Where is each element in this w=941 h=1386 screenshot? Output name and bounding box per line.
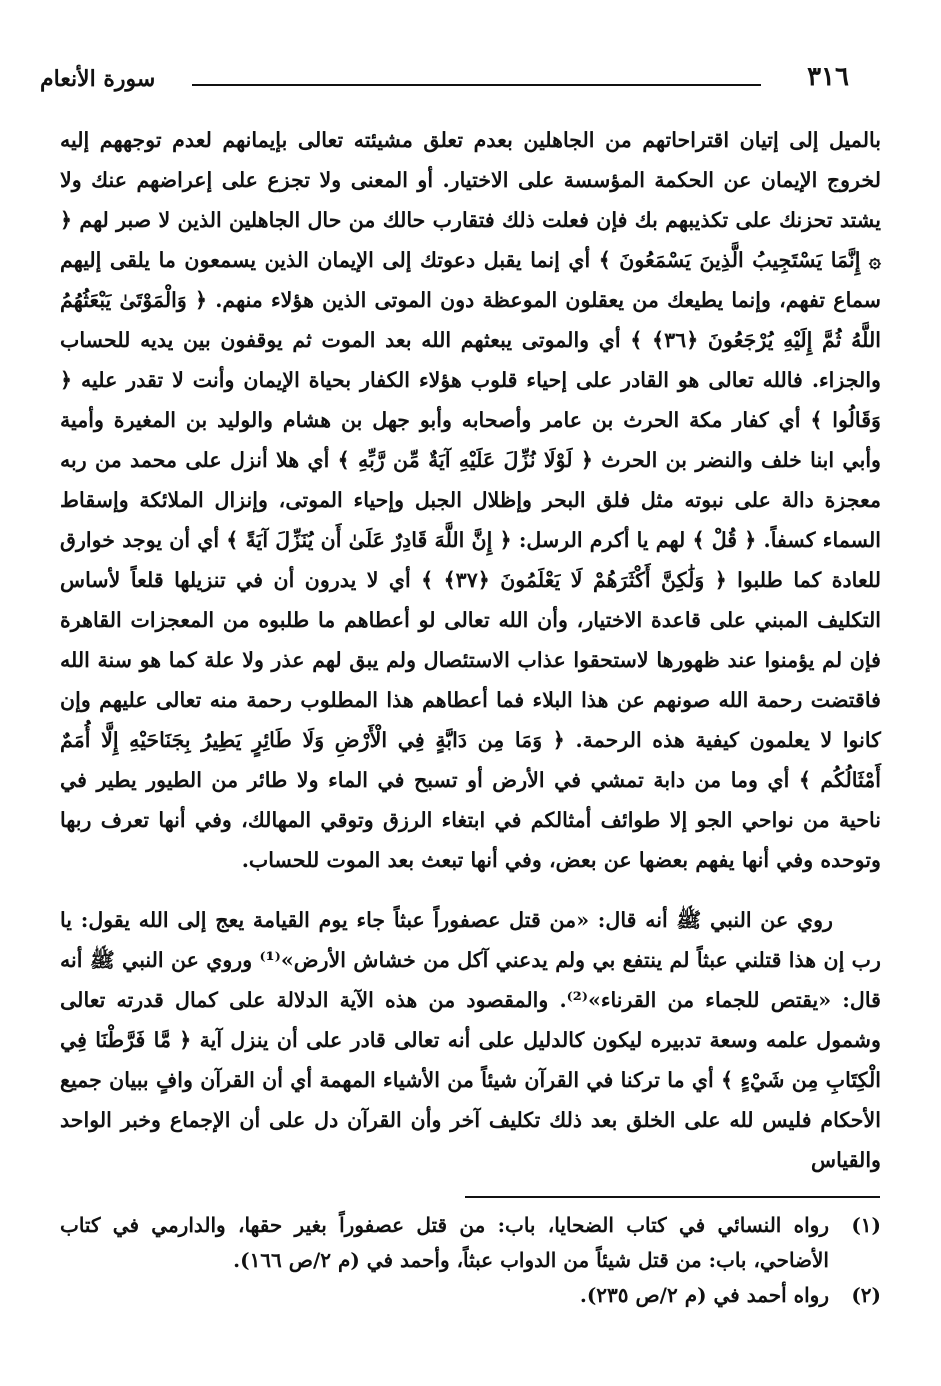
footnote-text: رواه النسائي في كتاب الضحايا، باب: من قتل عصفوراً بغير حقها، والدارمي في كتاب الأضاحي، باب: من قتل شيئاً من الدواب عبثاً، وأحمد في (م ٢/ص ١٦٦).	[60, 1213, 829, 1272]
footnote-separator	[465, 1196, 880, 1198]
footnote-number: (٢)	[851, 1283, 881, 1307]
paragraph-hadith: روي عن النبي ﷺ أنه قال: «من قتل عصفوراً عبثاً جاء يوم القيامة يعج إلى الله يقول: يا رب إن هذا قتلني عبثاً لم ينتفع بي ولم يدعني آكل من خشاش الأرض»⁽¹⁾ وروي عن النبي ﷺ أنه قال: «يقتص للجماء من القرناء»⁽²⁾. والمقصود من هذه الآية الدلالة على كمال قدرته تعالى وشمول علمه وسعة تدبيره ليكون كالدليل على أنه تعالى قادر على أن ينزل آية ﴿ مَّا فَرَّطْنَا فِي الْكِتَابِ مِن شَيْءٍ ﴾ أي ما تركنا في القرآن شيئاً من الأشياء المهمة أي أن القرآن وافٍ ببيان جميع الأحكام فليس لله على الخلق بعد ذلك تكليف آخر وأن القرآن دل على أن الإجماع وخبر الواحد والقياس	[60, 908, 881, 1172]
footnote-item	[60, 1278, 881, 1313]
main-text	[60, 120, 881, 1180]
footnotes	[60, 1208, 881, 1313]
header-rule	[192, 84, 761, 86]
page-header	[40, 58, 849, 98]
footnote-item	[60, 1208, 881, 1278]
footnote-number: (١)	[851, 1213, 881, 1237]
page-number: ٣١٦	[807, 62, 849, 92]
footnote-text: رواه أحمد في (م ٢/ص ٢٣٥).	[579, 1283, 829, 1307]
surah-name: سورة الأنعام	[40, 66, 156, 92]
paragraph-commentary: بالميل إلى إتيان اقتراحاتهم من الجاهلين بعدم تعلق مشيئته تعالى بإيمانهم لعدم توجههم إليه لخروج الإيمان عن الحكمة المؤسسة على الاختيار. أو المعنى ولا تجزع على إعراضهم عنك ولا يشتد تحزنك على تكذيبهم بك فإن فعلت ذلك فتقارب حالك من حال الجاهلين الذين لا صبر لهم ﴿ ۞ إِنَّمَا يَسْتَجِيبُ الَّذِينَ يَسْمَعُونَ ﴾ أي إنما يقبل دعوتك إلى الإيمان الذين يسمعون ما يلقى إليهم سماع تفهم، وإنما يطيعك من يعقلون الموعظة دون الموتى الذين هؤلاء منهم. ﴿ وَالْمَوْتَىٰ يَبْعَثُهُمُ اللَّهُ ثُمَّ إِلَيْهِ يُرْجَعُونَ ﴿٣٦﴾ ﴾ أي والموتى يبعثهم الله بعد الموت ثم يوقفون بين يديه للحساب والجزاء. فالله تعالى هو القادر على إحياء قلوب هؤلاء الكفار بحياة الإيمان وأنت لا تقدر عليه ﴿ وَقَالُوا ﴾ أي كفار مكة الحرث بن عامر وأصحابه وأبو جهل بن هشام والوليد بن المغيرة وأمية وأبي ابنا خلف والنضر بن الحرث ﴿ لَوْلَا نُزِّلَ عَلَيْهِ آيَةٌ مِّن رَّبِّهِ ﴾ أي هلا أنزل على محمد من ربه معجزة دالة على نبوته مثل فلق البحر وإظلال الجبل وإحياء الموتى، وإنزال الملائكة وإسقاط السماء كسفاً. ﴿ قُلْ ﴾ لهم يا أكرم الرسل: ﴿ إِنَّ اللَّهَ قَادِرٌ عَلَىٰ أَن يُنَزِّلَ آيَةً ﴾ أي أن يوجد خوارق للعادة كما طلبوا ﴿ وَلَٰكِنَّ أَكْثَرَهُمْ لَا يَعْلَمُونَ ﴿٣٧﴾ ﴾ أي لا يدرون أن في تنزيلها قلعاً لأساس التكليف المبني على قاعدة الاختيار، وأن الله تعالى لو أعطاهم ما طلبوه من المعجزات القاهرة فإن لم يؤمنوا عند ظهورها لاستحقوا عذاب الاستئصال ولم يبق لهم عذر ولا علة كما هو سنة الله فاقتضت رحمة الله صونهم عن هذا البلاء فما أعطاهم هذا المطلوب رحمة منه تعالى عليهم وإن كانوا لا يعلمون كيفية هذه الرحمة. ﴿ وَمَا مِن دَابَّةٍ فِي الْأَرْضِ وَلَا طَائِرٍ يَطِيرُ بِجَنَاحَيْهِ إِلَّا أُمَمٌ أَمْثَالُكُم ﴾ أي وما من دابة تمشي في الأرض أو تسبح في الماء ولا طائر من الطيور يطير في ناحية من نواحي الجو إلا طوائف أمثالكم في ابتغاء الرزق وتوقي المهالك، وفي أنها تعرف ربها وتوحده وفي أنها يفهم بعضها عن بعض، وفي أنها تبعث بعد الموت للحساب.	[60, 128, 881, 872]
